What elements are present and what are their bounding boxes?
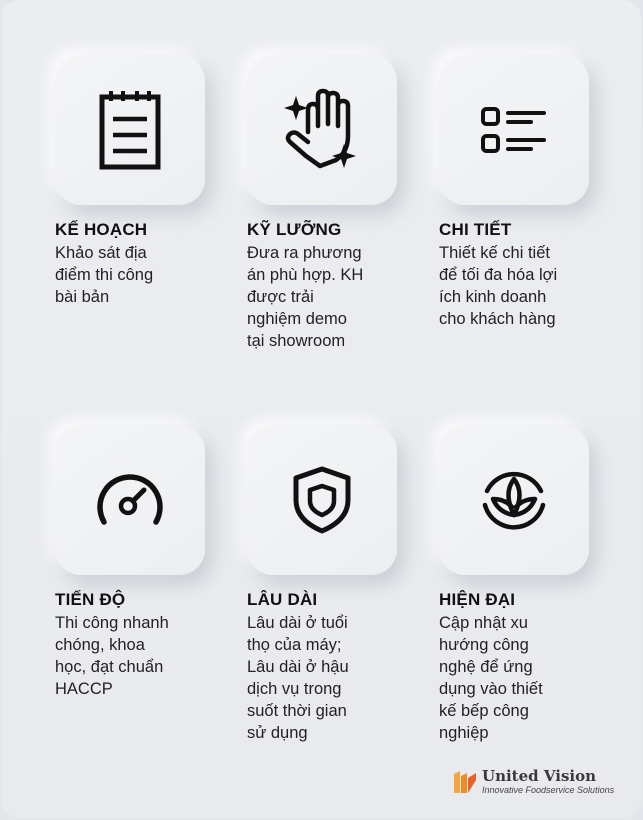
- card-ke-hoach: [55, 55, 205, 205]
- speedometer-icon: [94, 472, 166, 528]
- card-chi-tiet: [439, 55, 589, 205]
- brand-name: United Vision: [482, 767, 596, 785]
- feature-description: Thiết kế chi tiết để tối đa hóa lợi ích kinh doanh cho khách hàng: [439, 244, 558, 328]
- lotus-icon: [477, 463, 551, 537]
- sparkle-hand-icon: [280, 88, 364, 172]
- feature-title: KẾ HOẠCH: [55, 220, 148, 239]
- checklist-icon: [481, 105, 547, 155]
- shield-icon: [291, 466, 353, 534]
- feature-title: TIẾN ĐỘ: [55, 590, 126, 609]
- united-vision-logo-icon: [452, 768, 478, 796]
- brand-logo: [452, 768, 614, 796]
- card-hien-dai: [439, 425, 589, 575]
- card-lau-dai: [247, 425, 397, 575]
- feature-description: Thi công nhanh chóng, khoa học, đạt chuẩn HACCP: [55, 614, 169, 698]
- card-ky-luong: [247, 55, 397, 205]
- card-tien-do: [55, 425, 205, 575]
- feature-description: Lâu dài ở tuổi thọ của máy; Lâu dài ở hậu dịch vụ trong suốt thời gian sử dụng: [247, 614, 349, 742]
- feature-title: CHI TIẾT: [439, 220, 512, 239]
- feature-description: Khảo sát địa điểm thi công bài bản: [55, 244, 154, 306]
- notepad-icon: [99, 89, 161, 171]
- brand-tagline: Innovative Foodservice Solutions: [482, 785, 615, 795]
- feature-title: HIỆN ĐẠI: [439, 590, 516, 609]
- feature-title: LÂU DÀI: [247, 590, 318, 609]
- feature-description: Đưa ra phương án phù hợp. KH được trải nghiệm demo tại showroom: [247, 244, 364, 350]
- feature-title: KỸ LƯỠNG: [247, 220, 342, 239]
- feature-description: Cập nhật xu hướng công nghệ để ứng dụng vào thiết kế bếp công nghiệp: [439, 614, 543, 742]
